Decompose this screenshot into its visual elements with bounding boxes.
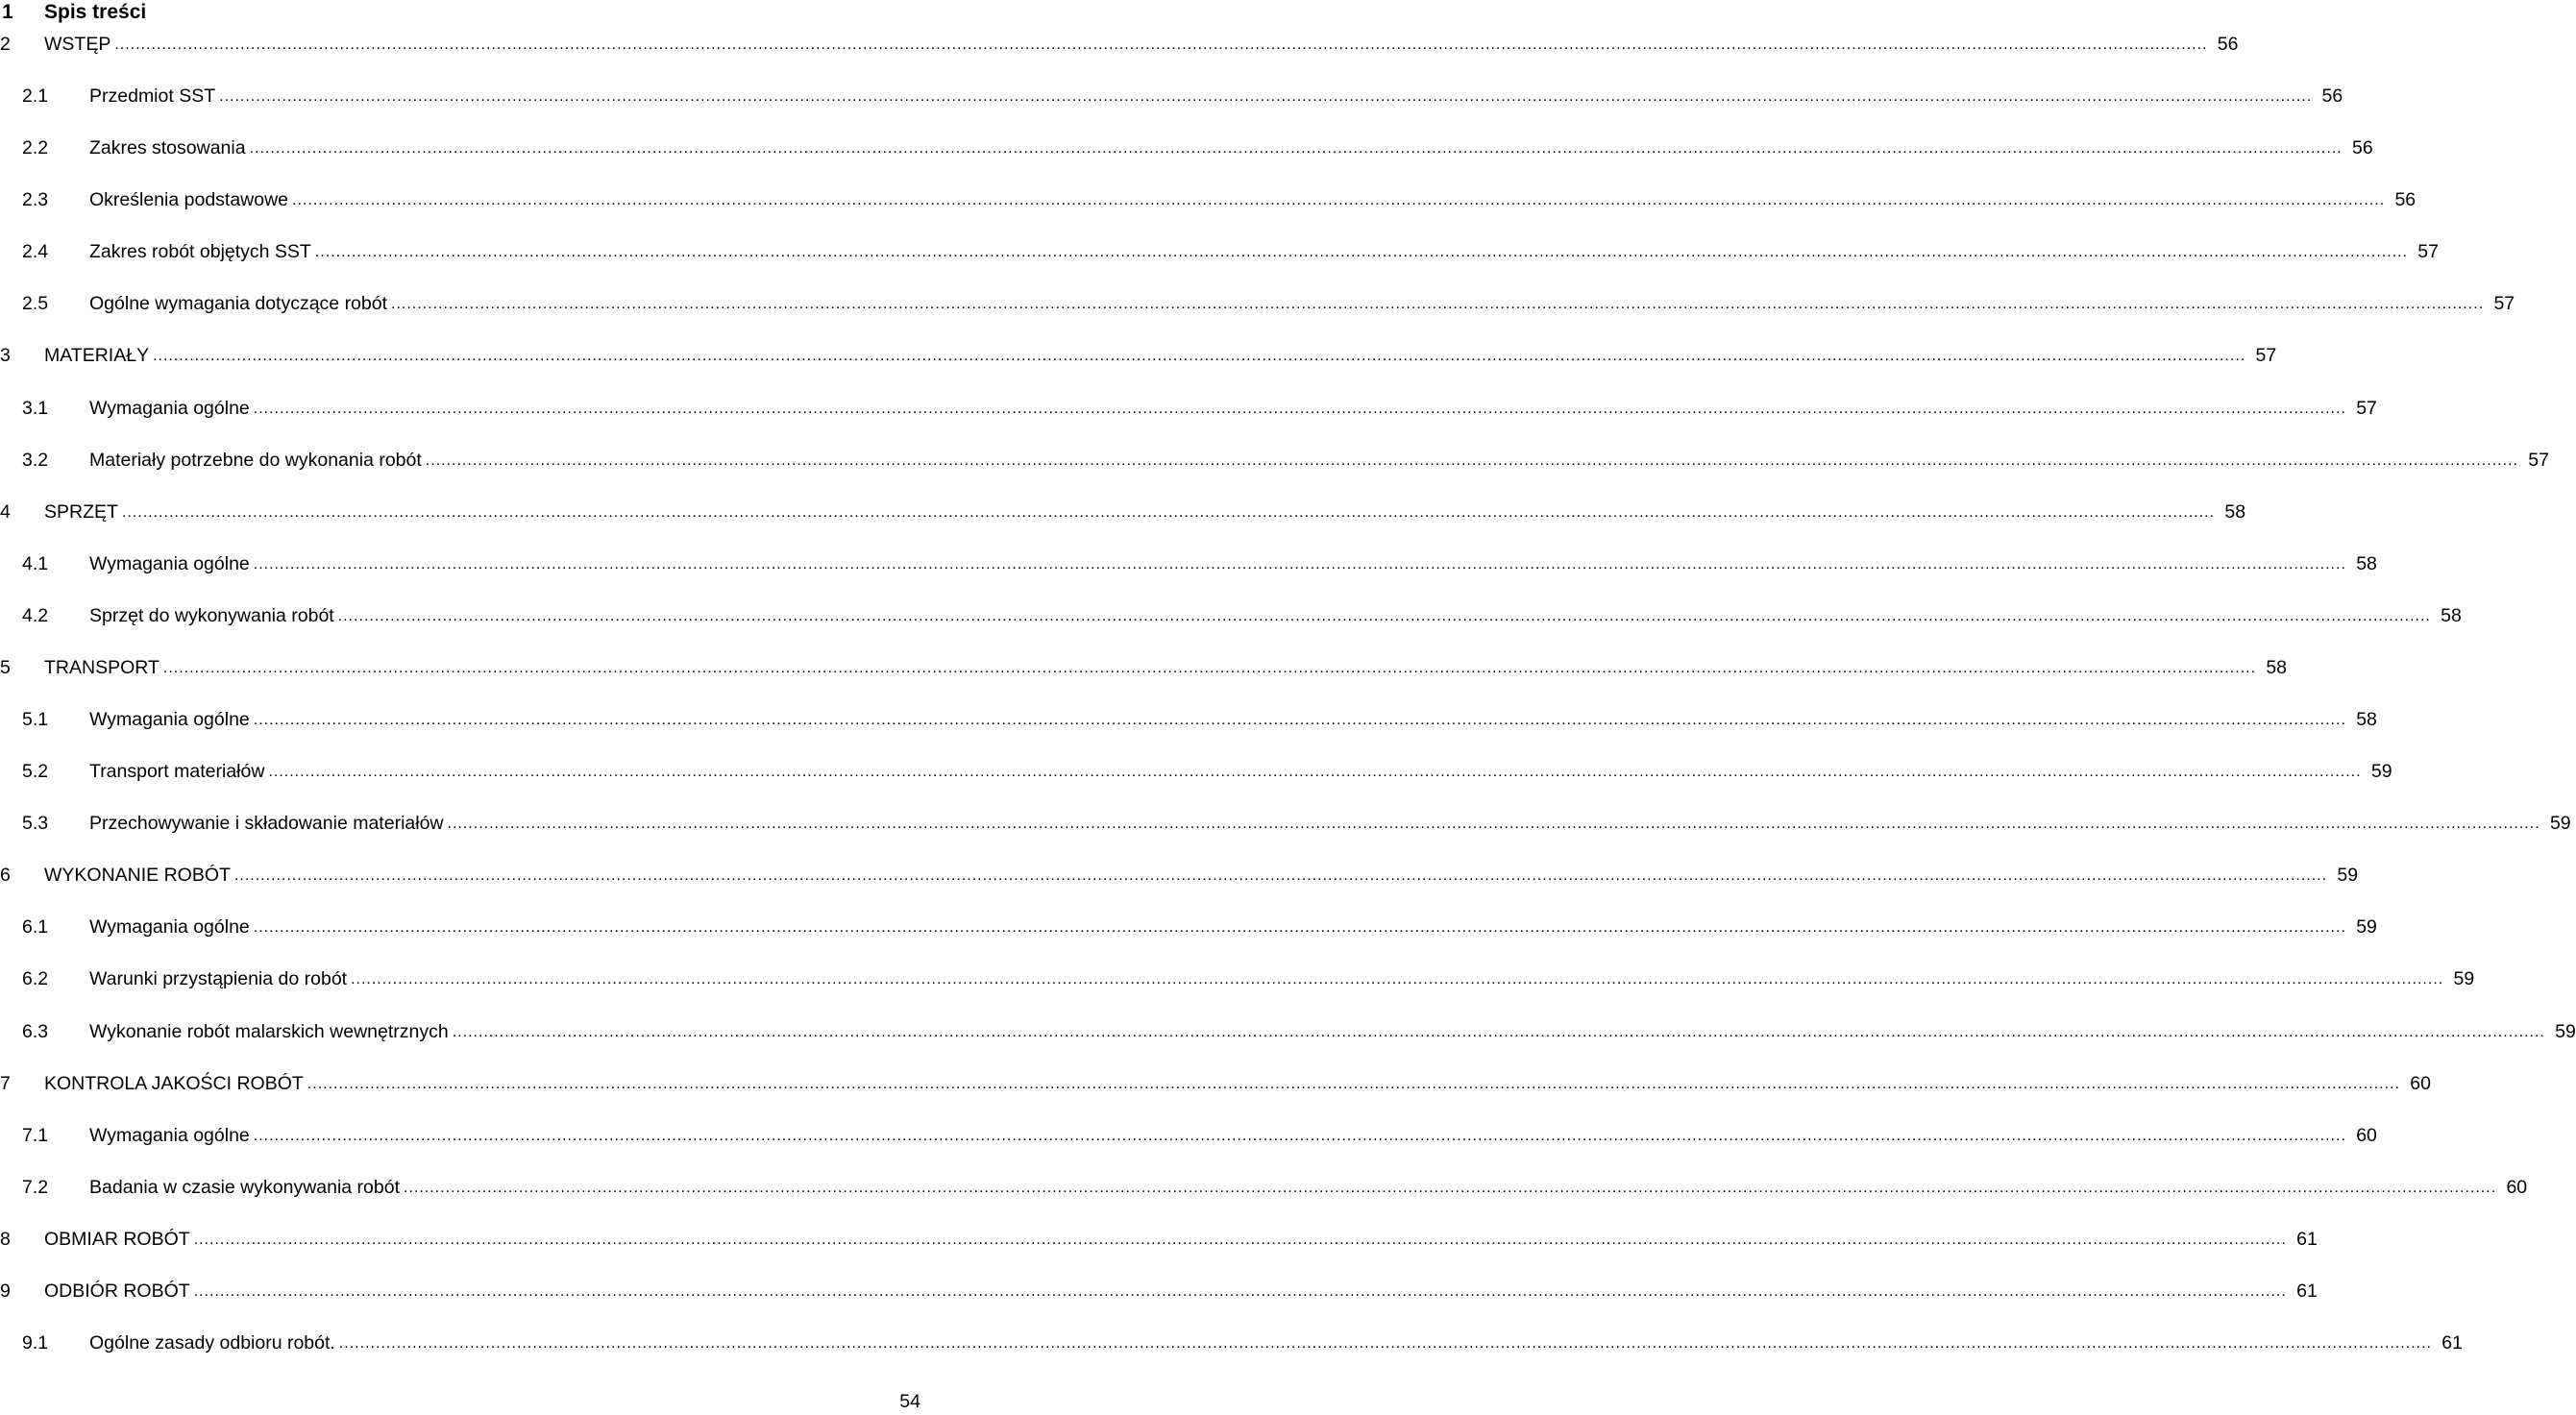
toc-entry-page: 59 bbox=[2549, 812, 2571, 834]
toc-entry-number: 9.1 bbox=[22, 1331, 49, 1354]
toc-leader-dots: ................................................................................................................................................................................................................................................................................................................................................................................................................ bbox=[121, 504, 2216, 521]
toc-entry-number: 2.1 bbox=[22, 85, 49, 107]
toc-entry-page: 56 bbox=[2321, 85, 2343, 107]
toc-entry-number: 9 bbox=[0, 1280, 11, 1302]
toc-entry-title: Wymagania ogólne bbox=[89, 708, 250, 730]
toc-entry[interactable] bbox=[0, 914, 2377, 940]
toc-leader-dots: ................................................................................................................................................................................................................................................................................................................................................................................................................ bbox=[447, 816, 2540, 832]
toc-entry-number: 6.3 bbox=[22, 1020, 49, 1042]
toc-entry-title: KONTROLA JAKOŚCI ROBÓT bbox=[44, 1072, 304, 1094]
toc-entry-page: 59 bbox=[2555, 1020, 2576, 1042]
toc-leader-dots: ................................................................................................................................................................................................................................................................................................................................................................................................................ bbox=[193, 1232, 2287, 1248]
toc-entry-title: Wymagania ogólne bbox=[89, 915, 250, 938]
toc-entry[interactable] bbox=[0, 290, 2515, 317]
toc-entry-number: 3.1 bbox=[22, 397, 49, 419]
toc-entry-page: 60 bbox=[2356, 1124, 2377, 1146]
toc-entry[interactable] bbox=[0, 83, 2343, 110]
toc-entry[interactable] bbox=[0, 238, 2439, 265]
toc-entry-title: Określenia podstawowe bbox=[89, 188, 289, 210]
toc-entry-number: 2.5 bbox=[22, 292, 49, 314]
toc-entry-number: 2.4 bbox=[22, 240, 49, 262]
toc-entry-page: 59 bbox=[2453, 967, 2475, 989]
toc-entry[interactable] bbox=[0, 965, 2475, 992]
toc-leader-dots: ................................................................................................................................................................................................................................................................................................................................................................................................................ bbox=[249, 140, 2343, 157]
toc-entry[interactable] bbox=[0, 134, 2373, 161]
toc-entry-number: 6.2 bbox=[22, 967, 49, 989]
toc-leader-dots: ................................................................................................................................................................................................................................................................................................................................................................................................................ bbox=[391, 296, 2485, 312]
toc-entry[interactable] bbox=[0, 1226, 2318, 1253]
toc-entry[interactable] bbox=[0, 395, 2377, 422]
toc-leader-dots: ................................................................................................................................................................................................................................................................................................................................................................................................................ bbox=[162, 660, 2257, 676]
toc-leader-dots: ................................................................................................................................................................................................................................................................................................................................................................................................................ bbox=[452, 1024, 2545, 1040]
toc-entry-page: 57 bbox=[2528, 449, 2549, 471]
toc-leader-dots: ................................................................................................................................................................................................................................................................................................................................................................................................................ bbox=[337, 608, 2431, 624]
toc-entry-title: WSTĘP bbox=[44, 33, 111, 55]
toc-entry-title: Badania w czasie wykonywania robót bbox=[89, 1176, 401, 1198]
toc-entry[interactable] bbox=[0, 654, 2288, 681]
toc-entry[interactable] bbox=[0, 447, 2549, 474]
toc-entry-number: 5.3 bbox=[22, 812, 49, 834]
toc-entry-page: 60 bbox=[2506, 1176, 2528, 1198]
toc-entry-title: Zakres robót objętych SST bbox=[89, 240, 311, 262]
toc-entry-number: 5.2 bbox=[22, 760, 49, 782]
toc-entry[interactable] bbox=[0, 706, 2377, 733]
toc-entry-title: Wymagania ogólne bbox=[89, 397, 250, 419]
toc-leader-dots: ................................................................................................................................................................................................................................................................................................................................................................................................................ bbox=[193, 1283, 2287, 1300]
toc-entry-page: 57 bbox=[2493, 292, 2515, 314]
toc-entry-page: 59 bbox=[2370, 760, 2392, 782]
toc-entry-page: 58 bbox=[2356, 552, 2377, 574]
toc-entry[interactable] bbox=[0, 1018, 2576, 1045]
toc-entry-page: 56 bbox=[2394, 188, 2417, 210]
toc-leader-dots: ................................................................................................................................................................................................................................................................................................................................................................................................................ bbox=[253, 712, 2346, 728]
toc-entry[interactable] bbox=[0, 1174, 2528, 1201]
toc-entry[interactable] bbox=[0, 862, 2359, 889]
toc-entry-page: 61 bbox=[2296, 1228, 2318, 1250]
toc-entry-title: Wykonanie robót malarskich wewnętrznych bbox=[89, 1020, 449, 1042]
toc-entry-number: 2.2 bbox=[22, 136, 49, 159]
toc-leader-dots: ................................................................................................................................................................................................................................................................................................................................................................................................................ bbox=[253, 919, 2346, 936]
toc-entry-number: 4.2 bbox=[22, 604, 49, 626]
toc-entry[interactable] bbox=[0, 342, 2277, 369]
toc-leader-dots: ................................................................................................................................................................................................................................................................................................................................................................................................................ bbox=[404, 1180, 2497, 1196]
toc-entry-number: 5.1 bbox=[22, 708, 49, 730]
toc-entry-title: Przedmiot SST bbox=[89, 85, 216, 107]
toc-entry[interactable] bbox=[0, 810, 2571, 837]
toc-entry-title: MATERIAŁY bbox=[44, 344, 150, 366]
toc-heading bbox=[0, 0, 146, 25]
toc-entry[interactable] bbox=[0, 1330, 2463, 1356]
toc-entry-page: 59 bbox=[2356, 915, 2377, 938]
toc-entry-number: 7.1 bbox=[22, 1124, 49, 1146]
toc-leader-dots: ................................................................................................................................................................................................................................................................................................................................................................................................................ bbox=[153, 348, 2246, 364]
toc-entry-page: 58 bbox=[2356, 708, 2377, 730]
toc-entry[interactable] bbox=[0, 499, 2246, 525]
toc-entry-title: ODBIÓR ROBÓT bbox=[44, 1280, 190, 1302]
toc-entry-title: SPRZĘT bbox=[44, 500, 118, 523]
toc-entry-title: Warunki przystąpienia do robót bbox=[89, 967, 348, 989]
toc-entry[interactable] bbox=[0, 550, 2377, 577]
toc-entry[interactable] bbox=[0, 186, 2417, 213]
toc-leader-dots: ................................................................................................................................................................................................................................................................................................................................................................................................................ bbox=[253, 556, 2346, 573]
toc-leader-dots: ................................................................................................................................................................................................................................................................................................................................................................................................................ bbox=[268, 764, 2362, 780]
toc-leader-dots: ................................................................................................................................................................................................................................................................................................................................................................................................................ bbox=[114, 37, 2208, 53]
toc-entry[interactable] bbox=[0, 1122, 2377, 1149]
toc-entry-title: Wymagania ogólne bbox=[89, 552, 250, 574]
toc-entry[interactable] bbox=[0, 602, 2462, 629]
toc-entry-title: Przechowywanie i składowanie materiałów bbox=[89, 812, 444, 834]
toc-entry-number: 2 bbox=[0, 33, 11, 55]
toc-leader-dots: ................................................................................................................................................................................................................................................................................................................................................................................................................ bbox=[314, 244, 2408, 260]
toc-entry[interactable] bbox=[0, 758, 2392, 785]
toc-entry-number: 8 bbox=[0, 1228, 11, 1250]
toc-entry-number: 7.2 bbox=[22, 1176, 49, 1198]
toc-entry-page: 58 bbox=[2441, 604, 2462, 626]
toc-entry-title: Transport materiałów bbox=[89, 760, 265, 782]
toc-entry-page: 58 bbox=[2224, 500, 2246, 523]
toc-leader-dots: ................................................................................................................................................................................................................................................................................................................................................................................................................ bbox=[351, 971, 2444, 988]
toc-entry-page: 57 bbox=[2255, 344, 2277, 366]
page-number: 54 bbox=[899, 1391, 920, 1412]
toc-entry-page: 57 bbox=[2417, 240, 2439, 262]
toc-entry-title: WYKONANIE ROBÓT bbox=[44, 864, 231, 886]
toc-entry-title: Materiały potrzebne do wykonania robót bbox=[89, 449, 422, 471]
toc-entry-title: Wymagania ogólne bbox=[89, 1124, 250, 1146]
toc-entry-number: 5 bbox=[0, 656, 11, 678]
toc-entry-number: 3 bbox=[0, 344, 11, 366]
toc-leader-dots: ................................................................................................................................................................................................................................................................................................................................................................................................................ bbox=[292, 192, 2386, 208]
toc-entry-number: 4 bbox=[0, 500, 11, 523]
toc-entry-number: 7 bbox=[0, 1072, 11, 1094]
toc-entry[interactable] bbox=[0, 1278, 2318, 1305]
toc-entry-number: 6 bbox=[0, 864, 11, 886]
toc-entry-page: 58 bbox=[2266, 656, 2288, 678]
toc-entry-number: 2.3 bbox=[22, 188, 49, 210]
toc-entry-number: 3.2 bbox=[22, 449, 49, 471]
toc-leader-dots: ................................................................................................................................................................................................................................................................................................................................................................................................................ bbox=[307, 1076, 2400, 1092]
toc-entry-page: 56 bbox=[2352, 136, 2373, 159]
toc-entry[interactable] bbox=[0, 31, 2239, 58]
toc-entry-page: 60 bbox=[2410, 1072, 2431, 1094]
toc-entry[interactable] bbox=[0, 1070, 2431, 1097]
toc-entry-title: Ogólne wymagania dotyczące robót bbox=[89, 292, 388, 314]
toc-heading-number: 1 bbox=[2, 1, 13, 23]
toc-entry-title: TRANSPORT bbox=[44, 656, 159, 678]
toc-leader-dots: ................................................................................................................................................................................................................................................................................................................................................................................................................ bbox=[338, 1335, 2432, 1352]
toc-entry-number: 4.1 bbox=[22, 552, 49, 574]
toc-leader-dots: ................................................................................................................................................................................................................................................................................................................................................................................................................ bbox=[219, 88, 2313, 105]
toc-leader-dots: ................................................................................................................................................................................................................................................................................................................................................................................................................ bbox=[233, 867, 2328, 884]
toc-entry-page: 56 bbox=[2217, 33, 2239, 55]
toc-entry-title: Sprzęt do wykonywania robót bbox=[89, 604, 334, 626]
toc-leader-dots: ................................................................................................................................................................................................................................................................................................................................................................................................................ bbox=[253, 401, 2346, 417]
toc-entry-title: OBMIAR ROBÓT bbox=[44, 1228, 190, 1250]
toc-entry-page: 59 bbox=[2337, 864, 2359, 886]
toc-entry-number: 6.1 bbox=[22, 915, 49, 938]
toc-entry-page: 61 bbox=[2441, 1331, 2463, 1354]
toc-leader-dots: ................................................................................................................................................................................................................................................................................................................................................................................................................ bbox=[253, 1128, 2346, 1144]
toc-entry-title: Ogólne zasady odbioru robót. bbox=[89, 1331, 335, 1354]
toc-leader-dots: ................................................................................................................................................................................................................................................................................................................................................................................................................ bbox=[425, 452, 2518, 469]
toc-entry-title: Zakres stosowania bbox=[89, 136, 246, 159]
toc-entry-page: 57 bbox=[2356, 397, 2377, 419]
toc-heading-title: Spis treści bbox=[44, 1, 147, 23]
toc-entry-page: 61 bbox=[2296, 1280, 2318, 1302]
